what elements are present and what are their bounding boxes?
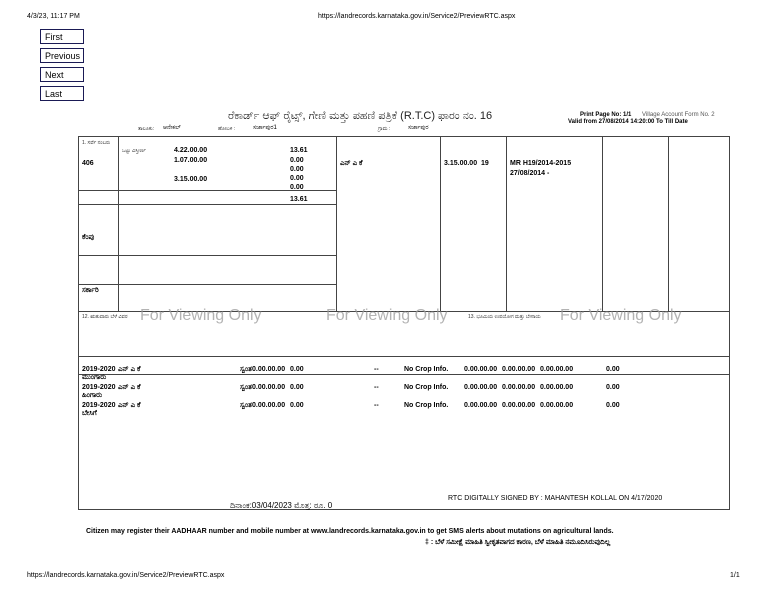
crop-cell-b: 0.00 [290, 402, 304, 409]
crop-cell-v3: 0.00.00.00 [540, 384, 574, 391]
crop-cell-v2: 0.00.00.00 [502, 402, 536, 409]
crop-cell-year: 2019-2020 [82, 384, 116, 391]
survey-number: 406 [82, 160, 94, 167]
crop-cell-v2: 0.00.00.00 [502, 384, 536, 391]
last-button[interactable]: Last [40, 86, 84, 101]
citizen-note: Citizen may register their AADHAAR number and mobile number at www.landrecords.karnataka.gov.in to get SMS alerts about mutations on agricultural lands. [86, 528, 614, 535]
crop-cell-crop: No Crop Info. [404, 366, 449, 373]
crop-cell-year: 2019-2020 [82, 366, 116, 373]
crop-cell-type: ಸ್ವಂತ [240, 384, 252, 391]
first-button[interactable]: First [40, 29, 84, 44]
mutation-ref: MR H19/2014-2015 [510, 160, 572, 167]
tax-a: 13.61 [290, 147, 308, 154]
village-form-no: Village Account Form No. 2 [642, 112, 715, 118]
crop-cell-b: 0.00 [290, 384, 304, 391]
valid-from: Valid from 27/08/2014 14:20:00 To Till Date [568, 119, 688, 125]
previous-button[interactable]: Previous [40, 48, 84, 63]
area-total-label: ಒಟ್ಟು ವಿಸ್ತೀರ್ಣ [122, 148, 146, 154]
crop-cell-season: ಮುಂಗಾರು [82, 374, 107, 381]
survey-label: 1. ಸರ್ವೆ ನಂಬರು [82, 140, 111, 146]
crop-cell-crop: No Crop Info. [404, 384, 449, 391]
print-datetime: 4/3/23, 11:17 PM [27, 13, 80, 20]
print-page-no: Print Page No: 1/1 [580, 112, 632, 118]
section-13-label: 13. ಭೂಮಿಯ ಉಪಯೋಗ ಮತ್ತು ಬೇಸಾಯ [468, 314, 541, 320]
soil-type: ಕೆಂಪು [82, 234, 95, 241]
watermark-3: For Viewing Only [560, 307, 682, 324]
rtc-document [78, 110, 730, 520]
section-12-label: 12. ಋತುವಾರು ಬೆಳೆ ವಿವರ [82, 314, 128, 320]
kharab-area: 1.07.00.00 [174, 157, 208, 164]
taluk-value: ಆನೇಕಲ್ [163, 125, 181, 131]
taluk-label: ತಾಲೂಕು: [138, 126, 155, 132]
tax-row-4: 0.00 [290, 184, 304, 191]
digital-signature: RTC DIGITALLY SIGNED BY : MAHANTESH KOLLAL ON 4/17/2020 [448, 495, 663, 502]
crop-cell-dash: -- [374, 402, 379, 409]
crop-cell-type: ಸ್ವಂತ [240, 402, 252, 409]
page-count: 1/1 [730, 572, 740, 579]
form-title: ರೆಕಾರ್ಡ್ ಆಫ್ ರೈಟ್ಸ್, ಗೇಣಿ ಮತ್ತು ಪಹಣಿ ಪತ್ರಿಕೆ (R.T.C) ಫಾರಂ ನಂ. 16 [228, 110, 493, 122]
date-total: ದಿನಾಂಕ:03/04/2023 ಮೊತ್ತ: ರೂ. 0 [230, 501, 333, 510]
hobli-label: ಹೋಬಳಿ : [218, 126, 236, 132]
watermark-2: For Viewing Only [326, 307, 448, 324]
crop-cell-name: ಎನ್ ಎ ಕೆ [118, 366, 141, 373]
area-total: 4.22.00.00 [174, 147, 208, 154]
crop-cell-a: 0.00.00.00 [252, 366, 286, 373]
village-value: ಸರ್ಜಾಪುರ [408, 125, 429, 131]
crop-cell-season: ಬೇಸಿಗೆ [82, 410, 97, 417]
footer-url: https://landrecords.karnataka.gov.in/Service2/PreviewRTC.aspx [27, 572, 225, 579]
crop-cell-crop: No Crop Info. [404, 402, 449, 409]
crop-cell-dash: -- [374, 384, 379, 391]
watermark-1: For Viewing Only [140, 307, 262, 324]
crop-cell-v4: 0.00 [606, 402, 620, 409]
holder-area: 3.15.00.00 [444, 160, 478, 167]
crop-cell-b: 0.00 [290, 366, 304, 373]
tax-total: 13.61 [290, 196, 308, 203]
crop-cell-season: ಹಿಂಗಾರು [82, 392, 103, 399]
tax-row-3: 0.00 [290, 175, 304, 182]
print-url: https://landrecords.karnataka.gov.in/Service2/PreviewRTC.aspx [318, 13, 516, 20]
crop-cell-v4: 0.00 [606, 366, 620, 373]
mutation-date: 27/08/2014 - [510, 170, 550, 177]
crop-cell-v3: 0.00.00.00 [540, 402, 574, 409]
crop-cell-a: 0.00.00.00 [252, 384, 286, 391]
holder-name: ಎನ್ ಎ ಕೆ [340, 160, 363, 167]
crop-cell-name: ಎನ್ ಎ ಕೆ [118, 402, 141, 409]
village-label: ಗ್ರಾಮ : [378, 126, 391, 132]
crop-cell-v1: 0.00.00.00 [464, 366, 498, 373]
crop-cell-year: 2019-2020 [82, 402, 116, 409]
land-type: ಸರ್ಕಾರಿ [82, 287, 99, 294]
crop-cell-v1: 0.00.00.00 [464, 402, 498, 409]
crop-cell-v2: 0.00.00.00 [502, 366, 536, 373]
crop-cell-dash: -- [374, 366, 379, 373]
tax-row-1: 0.00 [290, 157, 304, 164]
crop-cell-v1: 0.00.00.00 [464, 384, 498, 391]
holder-kh: 19 [481, 160, 489, 167]
hobli-value: ಸರ್ಜಾಪುರ1 [253, 125, 277, 131]
crop-cell-v3: 0.00.00.00 [540, 366, 574, 373]
crop-cell-type: ಸ್ವಂತ [240, 366, 252, 373]
tax-row-2: 0.00 [290, 166, 304, 173]
remaining-area: 3.15.00.00 [174, 176, 208, 183]
next-button[interactable]: Next [40, 67, 84, 82]
crop-cell-v4: 0.00 [606, 384, 620, 391]
crop-cell-a: 0.00.00.00 [252, 402, 286, 409]
crop-survey-note: ‡ : ಬೆಳೆ ಸಮೀಕ್ಷೆ ಮಾಹಿತಿ ಸ್ವೀಕೃತವಾಗದ ಕಾರಣ, ಬೆಳೆ ಮಾಹಿತಿ ನಮೂದಿಸಿರುವುದಿಲ್ಲ [425, 539, 611, 546]
crop-cell-name: ಎನ್ ಎ ಕೆ [118, 384, 141, 391]
